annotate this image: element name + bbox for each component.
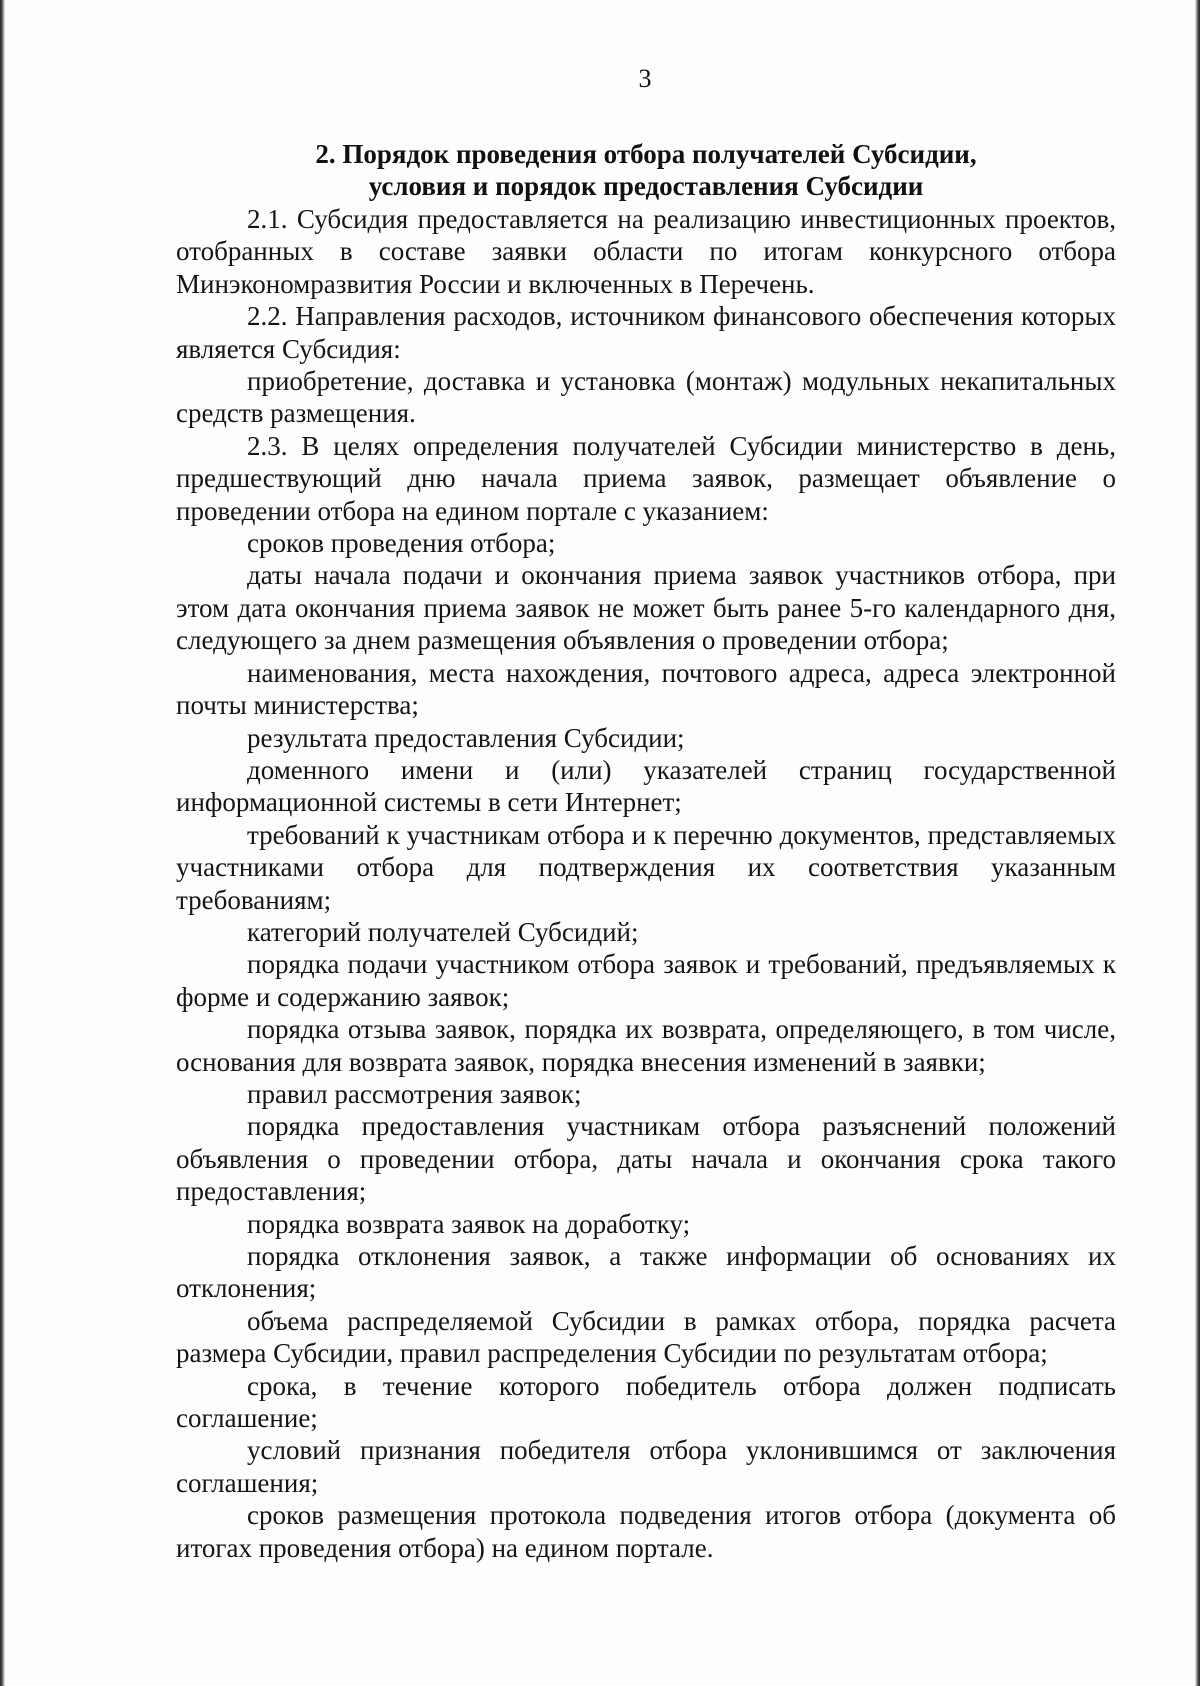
list-item: сроков размещения протокола подведения итогов отбора (документа об итогах проведения отбора) на едином портале. xyxy=(176,1500,1116,1563)
list-item: условий признания победителя отбора уклонившимся от заключения соглашения; xyxy=(176,1435,1116,1498)
section-title-line-1: 2. Порядок проведения отбора получателей Субсидии, xyxy=(315,139,977,169)
list-item: порядка отзыва заявок, порядка их возврата, определяющего, в том числе, основания для возврата заявок, порядка внесения изменений в заявки; xyxy=(176,1014,1116,1077)
list-item: требований к участникам отбора и к перечню документов, представляемых участниками отбора для подтверждения их соответствия указанным требованиям; xyxy=(176,819,1116,915)
list-item: категорий получателей Субсидий; xyxy=(247,916,639,947)
section-title-line-2: условия и порядок предоставления Субсидии xyxy=(368,171,924,201)
list-item: порядка возврата заявок на доработку; xyxy=(247,1208,691,1239)
paragraph-2-1: 2.1. Субсидия предоставляется на реализацию инвестиционных проектов, отобранных в составе заявки области по итогам конкурсного отбора Минэкономразвития России и включенных в Перечень. xyxy=(176,204,1116,299)
list-item: объема распределяемой Субсидии в рамках отбора, порядка расчета размера Субсидии, правил распределения Субсидии по результатам отбора; xyxy=(176,1305,1116,1369)
list-item: доменного имени и (или) указателей страниц государственной информационной системы в сети Интернет; xyxy=(176,754,1116,818)
list-item: правил рассмотрения заявок; xyxy=(247,1078,582,1109)
list-item: порядка отклонения заявок, а также информации об основаниях их отклонения; xyxy=(176,1241,1116,1304)
scan-edge-right xyxy=(1195,0,1200,1686)
paragraph-2-3: 2.3. В целях определения получателей Субсидии министерство в день, предшествующий дню начала приема заявок, размещает объявление о проведении отбора на едином портале с указанием: xyxy=(176,430,1116,526)
page-number: 3 xyxy=(638,64,652,93)
list-item: сроков проведения отбора; xyxy=(247,528,556,559)
body-text xyxy=(176,203,1116,1564)
list-item: наименования, места нахождения, почтового адреса, адреса электронной почты министерства; xyxy=(176,657,1116,721)
list-item: даты начала подачи и окончания приема заявок участников отбора, при этом дата окончания приема заявок не может быть ранее 5-го календарного дня, следующего за днем размещения объявления о проведении отбора; xyxy=(176,560,1116,656)
paragraph-2-2: 2.2. Направления расходов, источником финансового обеспечения которых является Субсидия: xyxy=(176,301,1116,364)
scan-edge-left xyxy=(0,0,5,1686)
list-item: результата предоставления Субсидии; xyxy=(247,722,685,753)
section-title xyxy=(176,138,1116,202)
list-item: срока, в течение которого победитель отбора должен подписать соглашение; xyxy=(176,1370,1116,1434)
list-item: порядка предоставления участникам отбора разъяснений положений объявления о проведении отбора, даты начала и окончания срока такого предоставления; xyxy=(176,1111,1116,1207)
list-item: приобретение, доставка и установка (монтаж) модульных некапитальных средств размещения. xyxy=(176,366,1116,429)
list-item: порядка подачи участником отбора заявок и требований, предъявляемых к форме и содержанию заявок; xyxy=(176,949,1116,1012)
